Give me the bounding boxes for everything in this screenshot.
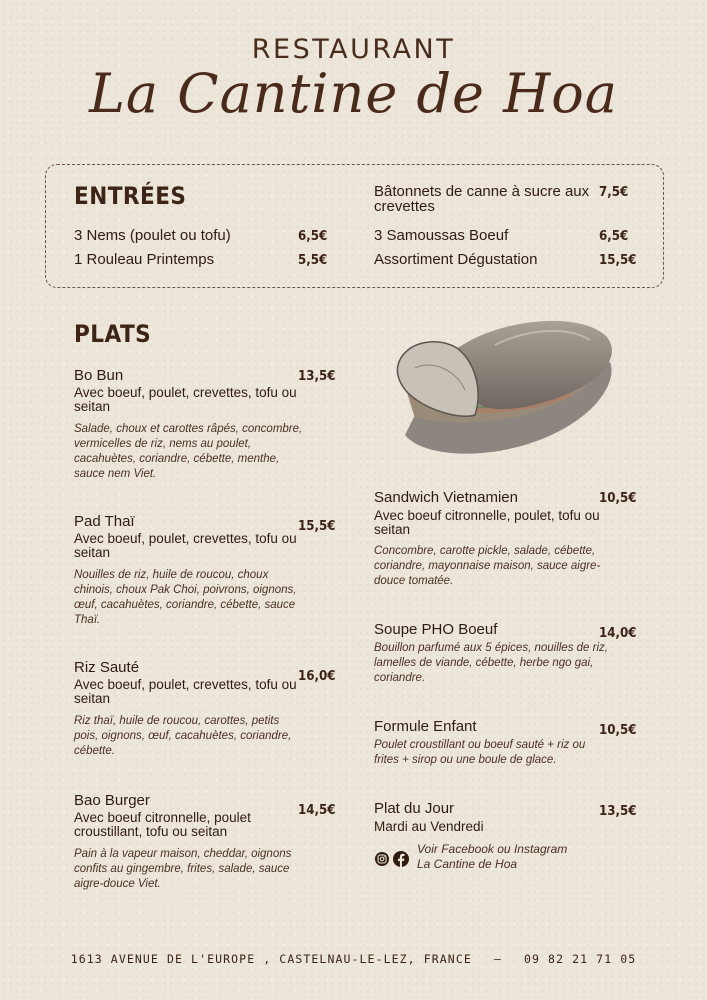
plat-subtitle: Avec boeuf, poulet, crevettes, tofu ou seitan — [74, 531, 297, 560]
entree-name: 3 Nems (poulet ou tofu) — [74, 227, 231, 244]
social-handle[interactable]: La Cantine de Hoa — [417, 857, 518, 871]
plat-name: Plat du Jour — [374, 800, 455, 817]
plat-subtitle: Avec boeuf, poulet, crevettes, tofu ou seitan — [74, 677, 297, 706]
plat-price: 10,5€ — [599, 490, 637, 506]
entrees-title: ENTRÉES — [74, 182, 187, 210]
plat-price: 16,0€ — [298, 668, 336, 684]
entree-name: Assortiment Dégustation — [374, 251, 538, 268]
restaurant-name: La Cantine de Hoa — [89, 62, 618, 125]
entree-price: 7,5€ — [599, 184, 629, 200]
plat-description: Poulet croustillant ou boeuf sauté + riz ou frites + sirop ou une boule de glace. — [374, 739, 586, 766]
plat-price: 13,5€ — [298, 368, 336, 384]
plats-title: PLATS — [74, 320, 152, 348]
plat-subtitle: Avec boeuf citronnelle, poulet, tofu ou seitan — [374, 508, 600, 537]
plat-price: 14,5€ — [298, 802, 336, 818]
entree-name: 3 Samoussas Boeuf — [374, 227, 509, 244]
entree-price: 6,5€ — [599, 228, 629, 244]
plat-subtitle: Mardi au Vendredi — [374, 819, 484, 834]
plat-description: Nouilles de riz, huile de roucou, choux chinois, choux Pak Choi, poivrons, oignons, œuf, cacahuètes, coriandre, cébette, sauce Thaï. — [74, 569, 297, 626]
instagram-icon[interactable] — [375, 852, 389, 866]
plat-description: Bouillon parfumé aux 5 épices, nouilles de riz, lamelles de viande, cébette, herbe ngo gai, coriandre. — [374, 642, 608, 684]
plat-name: Pad Thaï — [74, 513, 135, 530]
plat-name: Riz Sauté — [74, 659, 140, 676]
plat-description: Salade, choux et carottes râpés, concombre, vermicelles de riz, nems au poulet, cacahuètes, coriandre, cébette, menthe, sauce nem Viet. — [74, 423, 303, 480]
plat-description: Riz thaï, huile de roucou, carottes, petits pois, oignons, œuf, cacahuètes, coriandre, cébette. — [74, 715, 292, 757]
plat-name: Bo Bun — [74, 367, 124, 384]
plat-price: 10,5€ — [599, 722, 637, 738]
facebook-icon[interactable] — [393, 851, 409, 867]
plat-name: Soupe PHO Boeuf — [374, 621, 498, 638]
plat-price: 14,0€ — [599, 625, 637, 641]
footer-phone[interactable]: 09 82 21 71 05 — [523, 952, 637, 966]
plat-name: Bao Burger — [74, 792, 150, 809]
plat-description: Concombre, carotte pickle, salade, cébette, coriandre, mayonnaise maison, sauce aigre-douce tomatée. — [374, 545, 601, 587]
plat-price: 13,5€ — [599, 803, 637, 819]
entree-price: 6,5€ — [298, 228, 328, 244]
social-line: Voir Facebook ou Instagram — [417, 842, 568, 856]
entree-price: 5,5€ — [298, 252, 328, 268]
plat-name: Formule Enfant — [374, 718, 477, 735]
plat-description: Pain à la vapeur maison, cheddar, oignons confits au gingembre, frites, salade, sauce aigre-douce Viet. — [74, 848, 292, 890]
entree-price: 15,5€ — [599, 252, 637, 268]
plat-subtitle: Avec boeuf citronnelle, poulet croustillant, tofu ou seitan — [74, 810, 251, 839]
footer-address: 1613 AVENUE DE L'EUROPE , CASTELNAU-LE-LEZ, FRANCE — [70, 952, 472, 966]
sandwich-illustration — [385, 310, 625, 470]
entree-name: Bâtonnets de canne à sucre aux crevettes — [374, 183, 590, 215]
plat-name: Sandwich Vietnamien — [374, 489, 518, 506]
restaurant-label: RESTAURANT — [251, 34, 456, 65]
footer-separator: — — [493, 952, 502, 966]
plat-subtitle: Avec boeuf, poulet, crevettes, tofu ou seitan — [74, 385, 297, 414]
footer — [0, 952, 707, 966]
plat-price: 15,5€ — [298, 518, 336, 534]
entree-name: 1 Rouleau Printemps — [74, 251, 215, 268]
